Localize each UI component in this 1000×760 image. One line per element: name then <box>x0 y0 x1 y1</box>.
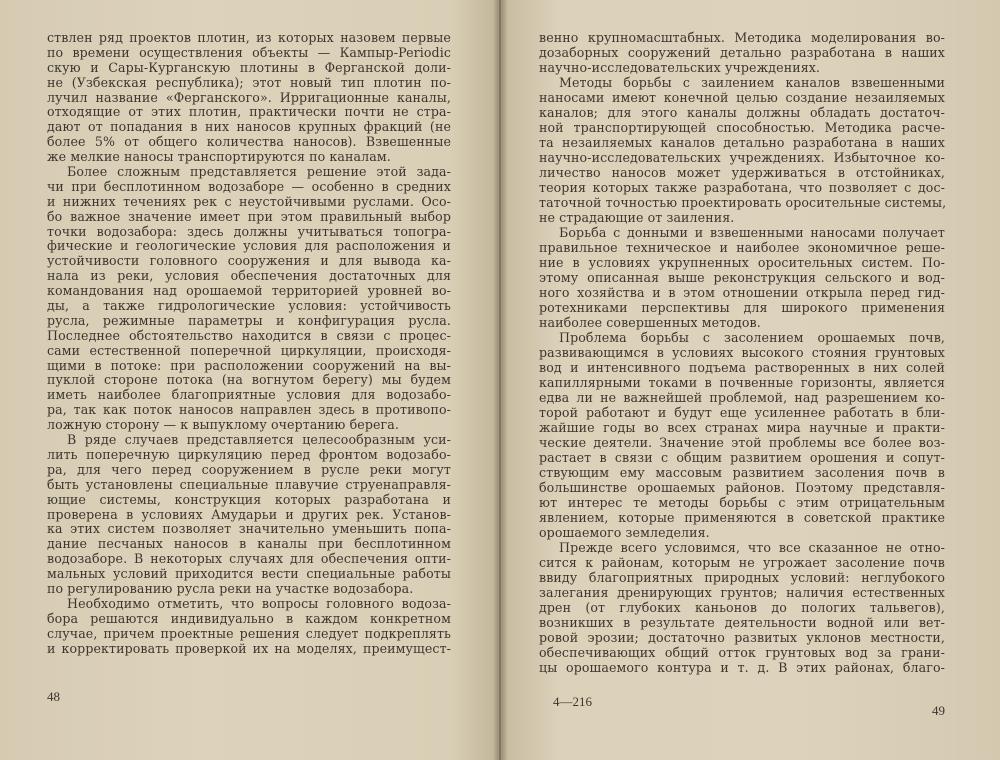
right-page-number: 49 <box>932 703 945 718</box>
text-line: фические и геологические условия для расположения и <box>47 238 451 254</box>
text-line: явлением, которые применяются в советской практике <box>539 510 945 525</box>
text-line: лить поперечную циркуляцию перед фронтом водозабо- <box>47 446 451 462</box>
text-line: водозаборе. В некоторых случаях для обеспечения опти- <box>47 551 451 567</box>
text-line: дозаборных сооружений детально разработана в наших <box>539 45 945 60</box>
text-line: Необходимо отметить, что вопросы головного водоза- <box>67 595 451 611</box>
text-line: не страдающие от заиления. <box>539 210 735 225</box>
text-line: бо важное значение имеет при этом правильный выбор <box>47 208 451 224</box>
text-line: и корректировать проверкой их на моделях, преимущест- <box>47 640 451 656</box>
text-line: каналов; для этого каналы должны обладать достаточ- <box>539 105 945 120</box>
text-line: развивающимся в условиях высокого стояния грунтовых <box>539 345 945 360</box>
text-line: ввиду благоприятных природных условий: неглубокого <box>539 570 945 585</box>
text-line: В ряде случаев представляется целесообразным уси- <box>67 432 451 448</box>
text-line: отходящие от этих плотин, практически почти не стра- <box>47 104 451 120</box>
text-line: цы орошаемого контура и т. д. В этих районах, благо- <box>539 660 945 675</box>
text-line: щими в потоке: при расположении сооружений на вы- <box>47 357 451 373</box>
text-line: ной транспортирующей способностью. Методика расче- <box>539 120 945 135</box>
text-line: Методы борьбы с заилением каналов взвешенными <box>559 75 945 90</box>
text-line: та незаиляемых каналов детально разработана в наших <box>539 135 945 150</box>
text-line: Проблема борьбы с засолением орошаемых почв, <box>559 330 945 345</box>
text-line: возникших в результате деятельности водной или вет- <box>539 615 945 630</box>
text-line: вод и интенсивного подъема растворенных в них солей <box>539 360 945 375</box>
text-line: орошаемого земледелия. <box>539 525 710 540</box>
text-line: едва ли не важнейшей проблемой, над разрешением ко- <box>539 390 945 405</box>
text-line: бора решаются индивидуально в каждом конкретном <box>47 610 451 626</box>
text-line: ка этих систем позволяет значительно уменьшить попа- <box>47 521 451 537</box>
text-line: ра, для чего перед сооружением в русле реки могут <box>47 461 451 477</box>
text-line: точки водозабора: здесь должны учитываться топогра- <box>47 223 451 239</box>
text-line: ного хозяйства и в этом отношении открыла перед гид- <box>539 285 945 300</box>
paragraph <box>539 30 945 75</box>
paragraph <box>539 75 945 225</box>
text-line: наносами имеют конечной целью создание незаиляемых <box>539 90 945 105</box>
text-line: наиболее совершенных методов. <box>539 315 761 330</box>
text-line: научно-исследовательских учреждениях. Избыточное ко- <box>539 150 945 165</box>
text-line: нала из реки, условия обеспечения достаточных для <box>47 268 451 284</box>
text-line: ды, а также гидрологические условия: устойчивость <box>47 298 451 314</box>
text-line: таточной точностью проектировать оросительные системы, <box>539 195 947 210</box>
text-line: лучил название «Ферганского». Ирригационные каналы, <box>47 89 451 105</box>
text-line: обеспечивающих общий отток грунтовых вод за грани- <box>539 645 945 660</box>
paragraph <box>47 30 451 164</box>
text-line: дают от попадания в них наносов крупных фракций (не <box>47 119 451 135</box>
paragraph <box>539 330 945 540</box>
left-page-number: 48 <box>47 689 60 704</box>
text-line: не (Узбекская республика); этот новый тип плотин по- <box>47 74 451 90</box>
text-line: ствующим ему массовым развитием засоления почв в <box>539 465 945 480</box>
text-line: этому описанная выше реконструкция сельского и вод- <box>539 270 945 285</box>
text-line: проверена в условиях Амударьи и других рек. Установ- <box>47 506 451 522</box>
text-line: скую и Сары-Курганскую плотины в Ферганской доли- <box>47 59 451 75</box>
text-line: ровой эрозии; достаточно развитых уклонов местности, <box>539 630 945 645</box>
text-line: Более сложным представляется решение этой зада- <box>67 164 451 180</box>
text-line: более 5% от общего количества наносов). Взвешенные <box>47 134 451 150</box>
text-line: чи при бесплотинном водозаборе — особенно в средних <box>47 178 451 194</box>
right-page-text <box>539 30 945 675</box>
paragraph <box>539 540 945 675</box>
text-line: Прежде всего условимся, что все сказанное не отно- <box>559 540 945 555</box>
text-line: пуклой стороне потока (на вогнутом берегу) мы будем <box>47 372 451 388</box>
text-line: научно-исследовательских учреждениях. <box>539 60 821 75</box>
text-line: правильное техническое и наиболее экономичное реше- <box>539 240 945 255</box>
text-line: венно крупномасштабных. Методика моделирования во- <box>539 30 945 45</box>
text-line: сами естественной поперечной циркуляции, происходя- <box>47 342 451 358</box>
text-line: ложную сторону — к выпуклому очертанию берега. <box>47 417 399 433</box>
signature-mark: 4—216 <box>553 694 592 709</box>
left-page-text <box>47 30 451 655</box>
text-line: по регулированию русла реки на участке водозабора. <box>47 580 414 596</box>
text-line: торой работают и будут еще усиленнее работать в бли- <box>539 405 945 420</box>
text-line: и нижних течениях рек с неустойчивыми руслами. Осо- <box>47 193 451 209</box>
text-line: по времени осуществления объекты — Кампыр-Periodic <box>47 44 451 60</box>
text-line: ющие системы, конструкция которых разработана и <box>47 491 451 507</box>
text-line: иметь наиболее благоприятные условия для водозабо- <box>47 387 451 403</box>
paragraph <box>47 432 451 596</box>
paragraph <box>47 596 451 656</box>
text-line: Последнее обстоятельство находится в связи с процес- <box>47 327 451 343</box>
text-line: дрен (от глубоких каньонов до пологих тальвегов), <box>539 600 945 615</box>
text-line: устойчивости головного сооружения и для вывода ка- <box>47 253 451 269</box>
text-line: быть установлены специальные плавучие струенаправля- <box>47 476 451 492</box>
text-line: русла, режимные параметры и конфигурация русла. <box>47 312 451 328</box>
text-line: ротехниками перспективы для широкого применения <box>539 300 945 315</box>
text-line: личество наносов может удерживаться в отстойниках, <box>539 165 945 180</box>
text-line: мальных условий приходится вести специальные работы <box>47 566 451 582</box>
text-line: командования над орошаемой территорией уровней во- <box>47 283 451 299</box>
paragraph <box>47 164 451 432</box>
text-line: теория которых также разработана, что позволяет с дос- <box>539 180 945 195</box>
text-line: случае, причем проектные решения следует подкреплять <box>47 625 451 641</box>
text-line: большинстве орошаемых районов. Поэтому представля- <box>539 480 945 495</box>
text-line: дание песчаных наносов в каналы при бесплотинном <box>47 536 451 552</box>
text-line: сится к районам, которым не угрожает засоление почв <box>539 555 945 570</box>
text-line: ние в условиях укрупненных оросительных систем. По- <box>539 255 945 270</box>
text-line: жайшие годы во всех странах мира научные и практи- <box>539 420 945 435</box>
book-gutter <box>498 0 502 760</box>
text-line: Борьба с донными и взвешенными наносами получает <box>559 225 945 240</box>
paragraph <box>539 225 945 330</box>
text-line: же мелкие наносы транспортируются по каналам. <box>47 149 391 165</box>
text-line: залегания дренирующих грунтов; наличия естественных <box>539 585 945 600</box>
text-line: ствлен ряд проектов плотин, из которых назовем первые <box>47 30 451 45</box>
text-line: ют интерес те методы борьбы с этим отрицательным <box>539 495 945 510</box>
text-line: ческие деятели. Значение этой проблемы все более воз- <box>539 435 945 450</box>
text-line: капиллярными токами в почвенные горизонты, является <box>539 375 945 390</box>
text-line: растает в связи с общим развитием орошения и сопут- <box>539 450 945 465</box>
text-line: ра, так как поток наносов направлен здесь в противопо- <box>47 402 451 418</box>
